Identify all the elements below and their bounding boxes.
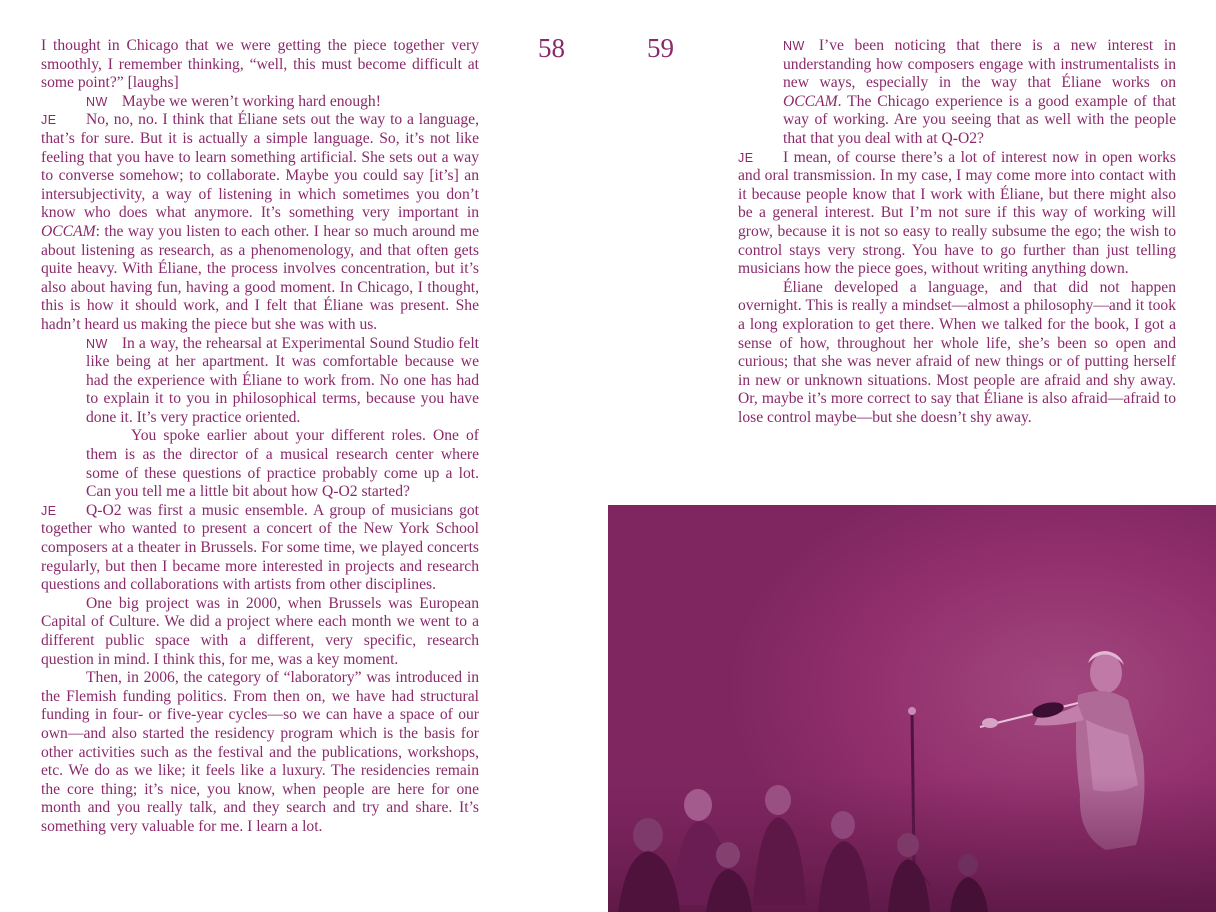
dialogue-paragraph (86, 93, 479, 112)
italic-title: OCCAM (41, 222, 96, 240)
paragraph-text: No, no, no. I think that Éliane sets out the way to a language, that’s for sure. But it is actually a simple language. So, it’s not like feeling that you have to learn something artificial. She sets out a way to converse somehow; to collaborate. Maybe you could say [it’s] an intersubjectivity, a way of listening in which sometimes you don’t know who does what anymore. It’s something very important in (41, 111, 479, 222)
page-number-left: 58 (538, 33, 565, 63)
italic-title: OCCAM (783, 92, 838, 110)
speaker-label: NW (783, 39, 805, 53)
paragraph: You spoke earlier about your different roles. One of them is as the director of a musical research center where some of these questions of practice probably come up a lot. Can you tell me a little bit about how Q-O2 started? (86, 427, 479, 501)
dialogue-paragraph (783, 37, 1176, 149)
paragraph: One big project was in 2000, when Brussels was European Capital of Culture. We did a project where each month we went to a different public space with a different, very specific, research question in mind. I think this, for me, was a key moment. (41, 594, 479, 668)
speaker-label: NW (86, 336, 108, 351)
paragraph-text: In a way, the rehearsal at Experimental Sound Studio felt like being at her apartment. It was comfortable because we had the experience with Éliane to work from. No one has had to explain it to you in philosophical terms, because you have done it. It’s very practice oriented. (86, 334, 479, 426)
paragraph: I thought in Chicago that we were getting the piece together very smoothly, I remember thinking, “well, this must become difficult at some point?” [laughs] (41, 37, 479, 92)
paragraph-text: Q-O2 was first a music ensemble. A group of musicians got together who wanted to present a concert of the New York School composers at a theater in Brussels. For some time, we played concerts regularly, but then I became more interested in projects and research questions and collaborations with artists from other disciplines. (41, 501, 479, 594)
paragraph-text: Maybe we weren’t working hard enough! (121, 92, 381, 110)
paragraph: Éliane developed a language, and that did not happen overnight. This is really a mindset—almost a philosophy—and it took a long exploration to get there. When we talked for the book, I got a sense of how, throughout her whole life, she’s been so open and curious; that she was never afraid of new things or of putting herself in new or unknown situations. Most people are afraid and shy away. Or, maybe it’s more correct to say that Éliane is also afraid—afraid to lose control maybe—but she doesn’t shy away. (738, 278, 1176, 426)
speaker-label: NW (86, 94, 108, 109)
speaker-label: JE (41, 503, 57, 518)
dialogue-paragraph (738, 149, 1176, 279)
dialogue-paragraph (41, 502, 479, 595)
page-number-right: 59 (647, 33, 674, 63)
right-text-column (738, 37, 1176, 427)
paragraph: Then, in 2006, the category of “laboratory” was introduced in the Flemish funding politics. From then on, we have had structural funding in four- or five-year cycles—so we can have a space of our own—and also started the residency program which is the basis for other activities such as the festival and the publications, workshops, etc. We do as we like; it feels like a luxury. The residencies remain the core thing; it’s nice, you know, when people are here for one month and you really talk, and they search and try and share. It’s something very valuable for me. I learn a lot. (41, 669, 479, 835)
paragraph-text: . The Chicago experience is a good example of that way of working. Are you seeing that as well with the people that that you deal with at Q-O2? (783, 92, 1176, 147)
duotone-photo-violinist (608, 505, 1216, 912)
dialogue-paragraph (41, 111, 479, 334)
photo-illustration (608, 505, 1216, 912)
speaker-label: JE (41, 113, 57, 128)
left-text-column (41, 37, 479, 837)
dialogue-paragraph (86, 335, 479, 428)
speaker-label: JE (738, 150, 754, 165)
paragraph-text: : the way you listen to each other. I hear so much around me about listening as research, as a phenomenology, and that often gets quite heavy. With Éliane, the process involves concentration, but it’s also about having fun, having a good moment. In Chicago, I thought, this is how it should work, and I felt that Éliane was present. She hadn’t heard us making the piece but she was with us. (41, 222, 479, 333)
audience-silhouettes (608, 775, 1216, 912)
paragraph-text: I’ve been noticing that there is a new interest in understanding how composers engage with instrumentalists in new ways, especially in the way that Éliane works on (783, 37, 1176, 92)
paragraph-text: I mean, of course there’s a lot of interest now in open works and oral transmission. In my case, I may come more into contact with it because people know that I work with Éliane, but there might also be a general interest. But I’m not sure if this way of working will grow, because it is not so easy to really subsume the ego; the wish to control stays very strong. You have to go further than just telling musicians how the piece goes, without writing anything down. (738, 148, 1176, 278)
